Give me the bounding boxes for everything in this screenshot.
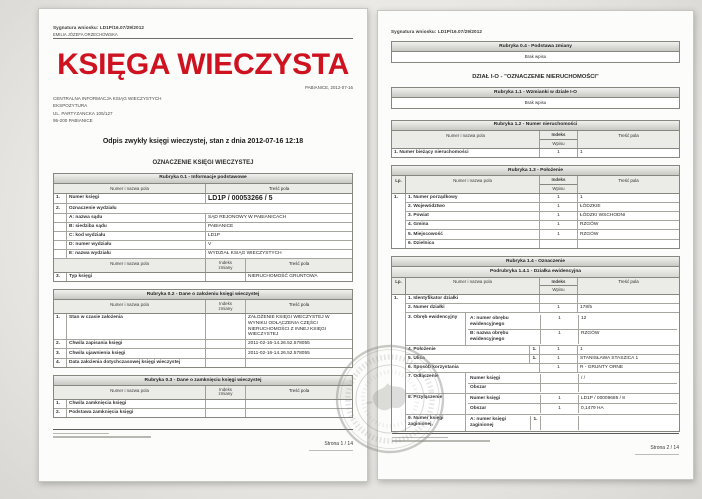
col-field-value: Treść pola (288, 301, 310, 307)
table-row (406, 364, 679, 373)
table-row (54, 273, 352, 281)
field-name-text: 6. Sposób korzystania (408, 365, 459, 371)
field-name: Podstawa zamknięcia księgi (67, 409, 206, 417)
col-change-index (206, 386, 246, 398)
field-value: LD1P / 00009685 / 8 (581, 396, 625, 402)
field-name-text: 3. Powiat (408, 213, 429, 219)
table-row (54, 409, 352, 417)
field-value: 0,1479 HA (581, 405, 604, 411)
subfield-name (468, 416, 541, 430)
table-header-row (392, 176, 679, 194)
col-entry-index-line: Wpisu (552, 287, 565, 293)
col-field-name: Numer i nazwa pola (406, 278, 540, 295)
rubryka-title: Rubryka 1.1 - Wzmianki w dziale I-O (392, 88, 679, 98)
field-value: V (208, 242, 212, 248)
entry-index: 1 (540, 212, 578, 220)
field-value: STANISŁAWA STASZICA 1 (580, 356, 639, 362)
col-field-value: Treść pola (288, 261, 310, 266)
field-name: A: nazwa sądu (67, 214, 206, 222)
entry-index (541, 374, 579, 382)
rubryka-title: Rubryka 1.3 - Położenie (392, 166, 679, 176)
page-number-label: Strona 1 / 14 (324, 440, 353, 447)
field-name: Chwila zapisania księgi (67, 340, 206, 348)
col-change-index (206, 300, 246, 312)
table-row (406, 346, 679, 355)
col-lp: Lp. (392, 176, 406, 193)
subfield-name (468, 374, 541, 382)
change-index (206, 359, 246, 367)
table-row (54, 359, 352, 367)
rubryka-0-1-table (53, 173, 353, 282)
table-row (406, 295, 679, 304)
rubryka-title: Rubryka 0.1 - Informacje podstawowe (54, 174, 352, 184)
field-value: RZGÓW (580, 231, 599, 237)
rubryka-1-3-table (391, 165, 680, 249)
row-number: 4. (54, 359, 67, 367)
subfield-name (468, 330, 541, 344)
header-divider (53, 38, 353, 39)
footer-fineprint-line (635, 454, 679, 455)
field-value (578, 295, 679, 303)
table-header-row (392, 131, 679, 149)
field-value: ZAŁOŻENIE KSIĘGI WIECZYSTEJ W WYNIKU ODŁĄCZENIA CZĘŚCI NIERUCHOMOŚCI Z INNEJ KSIĘGI WIECZYSTEJ (248, 314, 330, 338)
rubryka-title: Rubryka 1.2 - Numer nieruchomości (392, 121, 679, 131)
col-field-value: Treść pola (618, 177, 639, 183)
entry-index (541, 416, 579, 430)
rubryka-title: Rubryka 0.4 - Podstawa zmiany (392, 42, 679, 52)
entry-index: 1 (540, 304, 578, 312)
entry-index (541, 384, 579, 392)
table-row (54, 250, 352, 259)
field-name: 7. Odłączenie (406, 373, 466, 393)
row-indent (54, 250, 67, 258)
issuing-office-block (53, 95, 353, 125)
field-name-text: 5. Miejscowość (408, 231, 443, 237)
field-name: Oznaczenie wydziału (68, 205, 117, 211)
field-value: PABIANICE (208, 223, 234, 229)
field-value: SĄD REJONOWY W PABIANICACH (208, 214, 287, 220)
table-subrow (468, 416, 677, 430)
row-indent (54, 241, 67, 249)
no-entry-row: Brak wpisu (392, 98, 679, 107)
field-name (392, 149, 540, 157)
change-index (206, 314, 246, 340)
table-header-row (54, 386, 352, 399)
col-field-name: Numer i nazwa pola (54, 259, 206, 271)
col-entry-index-line: Wpisu (552, 140, 565, 146)
col-change-index-line: zmiany (218, 264, 233, 270)
table-row (406, 304, 679, 313)
field-value: 1 (580, 346, 583, 352)
request-signature: Sygnatura wniosku: LD1P/16.07/29/2012 (391, 29, 483, 34)
field-name (406, 203, 540, 211)
field-value: 178/5 (580, 305, 593, 311)
change-index (206, 273, 246, 281)
entry-index: 1 (540, 364, 578, 372)
office-line: EKSPOZYTURA (53, 103, 88, 109)
rubryka-title: Rubryka 0.3 - Dane o zamknięciu księgi wieczystej (54, 376, 352, 386)
entry-index (540, 240, 578, 248)
entry-index: 1 (540, 221, 578, 229)
table-row (406, 194, 679, 203)
field-name: E: nazwa wydziału (67, 250, 206, 258)
field-value (579, 384, 677, 392)
rubryka-title: Rubryka 1.4 - Oznaczenie (392, 257, 679, 267)
table-row-compound (406, 394, 679, 415)
col-change-index-line: Indeks (219, 260, 232, 265)
field-name: Numer księgi (67, 194, 206, 203)
field-name-text: 4. Położenie (408, 346, 436, 352)
field-name: Chwila ujawnienia księgi (67, 349, 206, 357)
lp-number: 1. (392, 295, 406, 431)
dzial-heading: DZIAŁ I-O - "OZNACZENIE NIERUCHOMOŚCI" (472, 73, 599, 80)
rubryka-1-2-table (391, 120, 680, 158)
entry-index (540, 295, 578, 303)
footer-divider (392, 433, 679, 434)
col-change-index-line: zmiany (218, 391, 233, 397)
table-row (54, 241, 352, 250)
col-entry-index-line: Indeks (540, 131, 577, 140)
field-value: 1 (580, 194, 583, 200)
field-value: R - GRUNTY ORNE (580, 365, 624, 371)
col-field-value: Treść pola (288, 387, 310, 393)
change-index (206, 400, 246, 408)
col-entry-index (540, 176, 578, 193)
subfield-name-text: A: numer księgi zaginionej (470, 417, 506, 428)
table-row (406, 355, 679, 364)
rubryka-0-3-table (53, 375, 353, 418)
col-entry-index-line: Wpisu (552, 185, 565, 191)
field-value: RZGÓW (581, 330, 600, 336)
col-change-index-line: Indeks (219, 386, 232, 392)
field-name (406, 230, 540, 238)
request-signature: Sygnatura wniosku: LD1P/16.07/29/2012 (53, 25, 145, 30)
field-value: ŁÓDZKI WSCHODNI (580, 213, 626, 219)
subfield-name-text: A: numer obrębu ewidencyjnego (470, 315, 509, 327)
entry-index: 1 (540, 149, 578, 157)
office-line: CENTRALNA INFORMACJA KSIĄG WIECZYSTYCH (53, 96, 162, 101)
field-value (579, 416, 677, 430)
page-number-label: Strona 2 / 14 (650, 444, 679, 451)
table-subrow (468, 374, 677, 383)
col-entry-index-line: Indeks (540, 176, 577, 185)
subfield-name (468, 395, 541, 403)
field-value: RZGÓW (580, 222, 599, 228)
field-name-text: 2. Województwo (408, 204, 445, 210)
row-number: 2. (54, 340, 67, 348)
field-name-text: 5. Ulica (408, 356, 425, 362)
field-value: ŁÓDZKIE (580, 204, 601, 210)
field-name (406, 364, 540, 372)
field-value: 2011-02-16-14.26.52.578055 (248, 341, 310, 347)
col-field-name: Numer i nazwa pola (406, 176, 540, 193)
col-change-index (206, 259, 246, 271)
sub-number: 1. (530, 416, 540, 430)
rubryka-1-1-table (391, 87, 680, 109)
col-lp: Lp. (392, 278, 406, 295)
row-group (392, 194, 679, 248)
entry-index: 1 (541, 395, 579, 403)
subfield-name-text: Numer księgi (470, 396, 501, 402)
col-field-value: Treść pola (268, 185, 290, 191)
col-change-index-line: Indeks (219, 300, 232, 306)
section-heading: OZNACZENIE KSIĘGI WIECZYSTEJ (152, 159, 254, 166)
table-row (54, 194, 352, 204)
change-index (206, 349, 246, 357)
office-line: UL. PARTYZANCKA 105/127 (53, 110, 113, 116)
row-number: 3. (54, 273, 67, 281)
footer-divider (53, 429, 353, 430)
field-name (406, 355, 540, 363)
table-row (406, 240, 679, 248)
no-entry-row: Brak wpisu (392, 52, 679, 61)
subfield-name-text: B: nazwa obrębu ewidencyjnego (470, 330, 509, 342)
place-date: PABIANICE, 2012-07-16 (305, 85, 353, 90)
field-name-text: 4. Gmina (408, 222, 429, 228)
field-name: 3. Obręb ewidencyjny (406, 313, 466, 344)
field-value: WYDZIAŁ KSIĄG WIECZYSTYCH (208, 251, 282, 257)
col-field-name: Numer i nazwa pola (54, 300, 206, 312)
field-name: D: numer wydziału (67, 241, 206, 249)
table-row (54, 349, 352, 358)
field-name-text: 2. Numer działki (408, 305, 445, 311)
field-name: Stan w czasie założenia (67, 314, 206, 340)
field-value: 1 (580, 149, 583, 155)
row-number: 2. (54, 204, 67, 212)
table-header-row (392, 278, 679, 296)
subfield-name-text: Obszar (470, 405, 487, 411)
table-row (406, 212, 679, 221)
footer-fineprint-line (53, 433, 109, 435)
office-line: 95-200 PABIANICE (53, 118, 93, 124)
rubryka-0-2-table (53, 289, 353, 368)
field-value (246, 409, 352, 417)
subfield-name (468, 404, 541, 412)
table-row (54, 314, 352, 341)
table-row (406, 221, 679, 230)
field-name-text: 1. Identyfikator działki (408, 296, 459, 302)
subfield-name-text: Obszar (470, 384, 487, 390)
page-2 (377, 10, 694, 480)
field-name: B: siedziba sądu (67, 223, 206, 231)
row-number: 1. (54, 400, 67, 408)
field-value: LD1P (208, 233, 220, 239)
col-field-value: Treść pola (618, 132, 639, 138)
field-name (406, 304, 540, 312)
field-name (406, 194, 540, 202)
field-value (246, 400, 352, 408)
table-row (54, 223, 352, 232)
table-subrow (468, 384, 677, 392)
field-name: Data założenia dotychczasowej księgi wieczystej (67, 359, 206, 367)
field-name: C: kod wydziału (67, 232, 206, 240)
field-value: 2011-02-16-14.26.52.578055 (248, 350, 310, 356)
page-1 (38, 8, 368, 482)
field-name (406, 240, 540, 248)
field-name-text: 6. Dzielnica (408, 240, 435, 246)
rubryka-1-4-table (391, 256, 680, 432)
col-field-name: Numer i nazwa pola (392, 131, 540, 148)
footer-fineprint-line (309, 450, 353, 451)
col-field-name: Numer i nazwa pola (54, 386, 206, 398)
entry-index: 1 (540, 355, 578, 363)
table-header-row (54, 184, 352, 194)
field-value: / / (581, 375, 585, 381)
row-indent (54, 223, 67, 231)
document-subtitle: Odpis zwykły księgi wieczystej, stan z dnia 2012-07-16 12:18 (102, 137, 304, 145)
subfield-name (468, 315, 541, 329)
field-name (406, 295, 540, 303)
row-indent (54, 214, 67, 222)
col-entry-index-line: Indeks (540, 278, 577, 287)
row-number: 3. (54, 349, 67, 357)
entry-index: 1 (540, 203, 578, 211)
field-name (406, 346, 540, 354)
entry-index: 1 (540, 230, 578, 238)
field-name: 8. Przyłączenie (406, 394, 466, 414)
table-row (54, 204, 352, 213)
change-index (206, 340, 246, 348)
applicant-name: EMILIA JÓZEFA ORZECHOWSKA (53, 31, 118, 37)
row-number: 2. (54, 409, 67, 417)
sub-number: 1. (529, 355, 539, 363)
row-group (392, 295, 679, 431)
table-row-compound (406, 313, 679, 345)
table-row (54, 232, 352, 241)
table-row (406, 230, 679, 239)
podrubryka-title: Podrubryka 1.4.1 - Działka ewidencyjna (392, 267, 679, 277)
table-row-compound (406, 415, 679, 431)
subfield-name (468, 384, 541, 392)
col-entry-index (540, 131, 578, 148)
row-indent (54, 232, 67, 240)
table-header-row (54, 259, 352, 272)
row-number: 1. (54, 314, 67, 340)
field-name-text: 1. Numer porządkowy (408, 194, 458, 200)
entry-index: 1 (541, 315, 579, 329)
entry-index: 1 (540, 194, 578, 202)
field-value: NIERUCHOMOŚĆ GRUNTOWA (248, 273, 318, 279)
field-value: LD1P / 00053266 / 5 (208, 195, 273, 203)
field-name (406, 212, 540, 220)
page-footer (53, 429, 353, 451)
row-number: 1. (54, 194, 67, 203)
table-row (54, 400, 352, 409)
field-name: Chwila zamknięcia księgi (67, 400, 206, 408)
table-row-compound (406, 373, 679, 394)
field-value: 12 (581, 315, 587, 321)
field-name: 9. Numer księgi zaginionej, (406, 415, 466, 431)
footer-fineprint-line (53, 436, 151, 438)
subfield-name-text: Numer księgi (470, 375, 501, 381)
col-field-name: Numer i nazwa pola (54, 184, 206, 193)
field-name: Typ księgi (67, 273, 206, 281)
document-title: KSIĘGA WIECZYSTA (57, 48, 349, 81)
col-change-index-line: zmiany (218, 305, 233, 311)
col-entry-index (540, 278, 578, 295)
table-subrow (468, 395, 677, 404)
entry-index: 1 (540, 346, 578, 354)
table-row (54, 340, 352, 349)
rubryka-0-4-table (391, 41, 680, 63)
table-subrow (468, 404, 677, 412)
field-value (578, 240, 679, 248)
sub-number: 1. (529, 346, 539, 354)
col-field-value: Treść pola (618, 279, 639, 285)
table-row (54, 214, 352, 223)
field-value (246, 359, 352, 367)
entry-index: 1 (541, 330, 579, 344)
table-row (406, 203, 679, 212)
table-header-row (54, 300, 352, 313)
footer-fineprint-line (392, 437, 448, 439)
table-subrow (468, 330, 677, 344)
field-name-text: 1. Numer bieżący nieruchomości (394, 149, 469, 155)
rubryka-title: Rubryka 0.2 - Dane o założeniu księgi wieczystej (54, 290, 352, 300)
footer-fineprint-line (392, 440, 490, 442)
page-footer (392, 433, 679, 455)
change-index (206, 409, 246, 417)
lp-number: 1. (392, 194, 406, 248)
entry-index: 1 (541, 404, 579, 412)
table-row (392, 149, 679, 157)
field-name (406, 221, 540, 229)
table-subrow (468, 315, 677, 330)
